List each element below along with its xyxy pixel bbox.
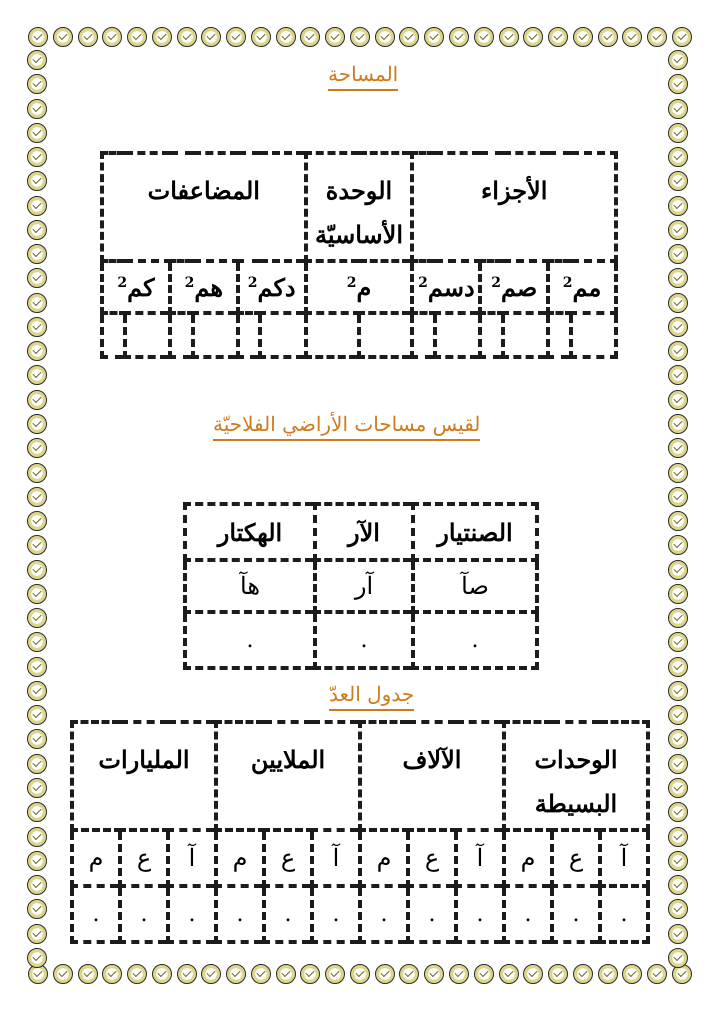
border-ornament	[668, 74, 688, 94]
border-ornament	[449, 27, 469, 47]
symbol-centiare: صآ	[413, 560, 537, 612]
border-ornament	[668, 196, 688, 216]
border-ornament	[668, 463, 688, 483]
border-ornament	[27, 875, 47, 895]
border-ornament	[27, 50, 47, 70]
border-ornament	[668, 365, 688, 385]
border-ornament	[53, 27, 73, 47]
border-ornament	[424, 964, 444, 984]
header-billions: المليارات	[72, 722, 216, 830]
border-ornament	[668, 681, 688, 701]
value-are: .	[315, 612, 413, 668]
border-ornament	[668, 511, 688, 531]
border-ornament	[27, 293, 47, 313]
unit-mm2: مم$^2$	[548, 261, 616, 313]
border-ornament	[668, 268, 688, 288]
border-ornament	[622, 964, 642, 984]
symbol-hectare: هآ	[185, 560, 315, 612]
border-right	[668, 50, 690, 968]
border-ornament	[27, 899, 47, 919]
border-ornament	[668, 317, 688, 337]
border-ornament	[300, 964, 320, 984]
border-ornament	[177, 964, 197, 984]
border-left	[27, 50, 49, 968]
border-ornament	[668, 608, 688, 628]
border-ornament	[474, 27, 494, 47]
border-ornament	[449, 964, 469, 984]
border-ornament	[668, 584, 688, 604]
area-title: المساحة	[328, 62, 398, 91]
border-ornament	[27, 220, 47, 240]
border-ornament	[668, 535, 688, 555]
sub-ones: م	[504, 830, 552, 886]
header-are: الآر	[315, 504, 413, 560]
header-hectare: الهكتار	[185, 504, 315, 560]
header-parts: الأجزاء	[412, 153, 616, 261]
place-value-cell: .	[504, 886, 552, 942]
border-ornament	[27, 511, 47, 531]
border-ornament	[251, 27, 271, 47]
border-ornament	[622, 27, 642, 47]
border-ornament	[201, 27, 221, 47]
header-thousands: الآلاف	[360, 722, 504, 830]
border-ornament	[668, 438, 688, 458]
border-ornament	[668, 657, 688, 677]
border-ornament	[27, 463, 47, 483]
border-ornament	[350, 964, 370, 984]
value-centiare: .	[413, 612, 537, 668]
border-ornament	[668, 487, 688, 507]
border-ornament	[573, 27, 593, 47]
border-ornament	[523, 27, 543, 47]
border-ornament	[523, 964, 543, 984]
place-value-cell: .	[456, 886, 504, 942]
border-ornament	[27, 729, 47, 749]
border-ornament	[201, 964, 221, 984]
border-ornament	[27, 948, 47, 968]
border-ornament	[27, 341, 47, 361]
border-ornament	[27, 851, 47, 871]
sub-hundreds: آ	[168, 830, 216, 886]
place-value-table	[70, 720, 650, 944]
border-ornament	[78, 27, 98, 47]
border-ornament	[78, 964, 98, 984]
sub-ones: م	[72, 830, 120, 886]
border-ornament	[474, 964, 494, 984]
border-ornament	[27, 123, 47, 143]
border-ornament	[27, 535, 47, 555]
border-ornament	[598, 964, 618, 984]
border-ornament	[27, 754, 47, 774]
border-ornament	[668, 899, 688, 919]
border-ornament	[27, 487, 47, 507]
border-ornament	[300, 27, 320, 47]
place-value-cell: .	[360, 886, 408, 942]
symbol-are: آر	[315, 560, 413, 612]
border-ornament	[27, 681, 47, 701]
place-value-cell: .	[552, 886, 600, 942]
border-ornament	[668, 802, 688, 822]
border-ornament	[102, 27, 122, 47]
border-ornament	[668, 147, 688, 167]
border-ornament	[548, 27, 568, 47]
area-units-table	[100, 151, 618, 359]
place-value-cell: .	[312, 886, 360, 942]
border-ornament	[668, 560, 688, 580]
place-value-cell: .	[216, 886, 264, 942]
place-value-cell: .	[120, 886, 168, 942]
border-ornament	[668, 632, 688, 652]
border-ornament	[27, 778, 47, 798]
place-value-cell: .	[264, 886, 312, 942]
border-ornament	[27, 171, 47, 191]
unit-dm2: دسم$^2$	[412, 261, 480, 313]
border-ornament	[672, 27, 692, 47]
border-ornament	[668, 778, 688, 798]
border-ornament	[668, 948, 688, 968]
header-centiare: الصنتيار	[413, 504, 537, 560]
unit-m2: م$^2$	[306, 261, 413, 313]
border-ornament	[27, 924, 47, 944]
border-ornament	[598, 27, 618, 47]
header-millions: الملايين	[216, 722, 360, 830]
border-ornament	[375, 964, 395, 984]
header-multiples: المضاعفات	[102, 153, 306, 261]
border-ornament	[399, 964, 419, 984]
border-ornament	[647, 27, 667, 47]
unit-cm2: صم$^2$	[480, 261, 548, 313]
place-value-cell: .	[168, 886, 216, 942]
border-ornament	[27, 438, 47, 458]
border-ornament	[668, 851, 688, 871]
border-ornament	[28, 27, 48, 47]
border-ornament	[668, 705, 688, 725]
border-ornament	[668, 99, 688, 119]
sub-tens: ع	[264, 830, 312, 886]
value-hectare: .	[185, 612, 315, 668]
border-ornament	[325, 964, 345, 984]
border-ornament	[647, 964, 667, 984]
border-ornament	[27, 74, 47, 94]
border-bottom	[28, 964, 692, 986]
border-ornament	[27, 584, 47, 604]
border-ornament	[399, 27, 419, 47]
unit-km2: كم$^2$	[102, 261, 170, 313]
border-ornament	[668, 414, 688, 434]
border-ornament	[548, 964, 568, 984]
border-ornament	[350, 27, 370, 47]
border-ornament	[668, 754, 688, 774]
border-ornament	[668, 341, 688, 361]
border-ornament	[668, 924, 688, 944]
border-ornament	[668, 123, 688, 143]
border-ornament	[668, 244, 688, 264]
border-ornament	[27, 414, 47, 434]
border-ornament	[668, 827, 688, 847]
border-ornament	[276, 964, 296, 984]
sub-hundreds: آ	[456, 830, 504, 886]
border-ornament	[27, 147, 47, 167]
sub-ones: م	[360, 830, 408, 886]
count-title: جدول العدّ	[329, 682, 414, 711]
border-ornament	[152, 964, 172, 984]
border-top	[28, 27, 692, 49]
border-ornament	[152, 27, 172, 47]
border-ornament	[27, 196, 47, 216]
border-ornament	[668, 729, 688, 749]
border-ornament	[27, 632, 47, 652]
border-ornament	[226, 964, 246, 984]
header-units: الوحدات البسيطة	[504, 722, 648, 830]
border-ornament	[325, 27, 345, 47]
border-ornament	[668, 875, 688, 895]
border-ornament	[375, 27, 395, 47]
place-sub-row	[72, 830, 648, 886]
border-ornament	[27, 317, 47, 337]
unit-dam2: دكم$^2$	[238, 261, 306, 313]
sub-tens: ع	[552, 830, 600, 886]
border-ornament	[127, 27, 147, 47]
place-value-row	[72, 886, 648, 942]
border-ornament	[499, 27, 519, 47]
border-ornament	[27, 802, 47, 822]
border-ornament	[27, 560, 47, 580]
border-ornament	[668, 390, 688, 410]
border-ornament	[668, 293, 688, 313]
border-ornament	[177, 27, 197, 47]
border-ornament	[251, 964, 271, 984]
border-ornament	[27, 827, 47, 847]
border-ornament	[27, 390, 47, 410]
area-blank-row	[102, 313, 616, 357]
border-ornament	[668, 171, 688, 191]
sub-hundreds: آ	[312, 830, 360, 886]
border-ornament	[27, 244, 47, 264]
border-ornament	[27, 268, 47, 288]
border-ornament	[668, 50, 688, 70]
land-units-table	[183, 502, 539, 670]
border-ornament	[573, 964, 593, 984]
border-ornament	[53, 964, 73, 984]
place-value-cell: .	[600, 886, 648, 942]
place-value-cell: .	[72, 886, 120, 942]
sub-hundreds: آ	[600, 830, 648, 886]
sub-tens: ع	[120, 830, 168, 886]
border-ornament	[424, 27, 444, 47]
unit-hm2: هم$^2$	[170, 261, 238, 313]
border-ornament	[27, 608, 47, 628]
border-ornament	[276, 27, 296, 47]
place-value-cell: .	[408, 886, 456, 942]
border-ornament	[27, 365, 47, 385]
sub-ones: م	[216, 830, 264, 886]
land-title: لقيس مساحات الأراضي الفلاحيّة	[213, 412, 480, 441]
border-ornament	[127, 964, 147, 984]
border-ornament	[499, 964, 519, 984]
border-ornament	[27, 99, 47, 119]
border-ornament	[226, 27, 246, 47]
border-ornament	[668, 220, 688, 240]
border-ornament	[27, 657, 47, 677]
border-ornament	[102, 964, 122, 984]
border-ornament	[27, 705, 47, 725]
header-base-unit: الوحدة الأساسيّة	[306, 153, 413, 261]
sub-tens: ع	[408, 830, 456, 886]
